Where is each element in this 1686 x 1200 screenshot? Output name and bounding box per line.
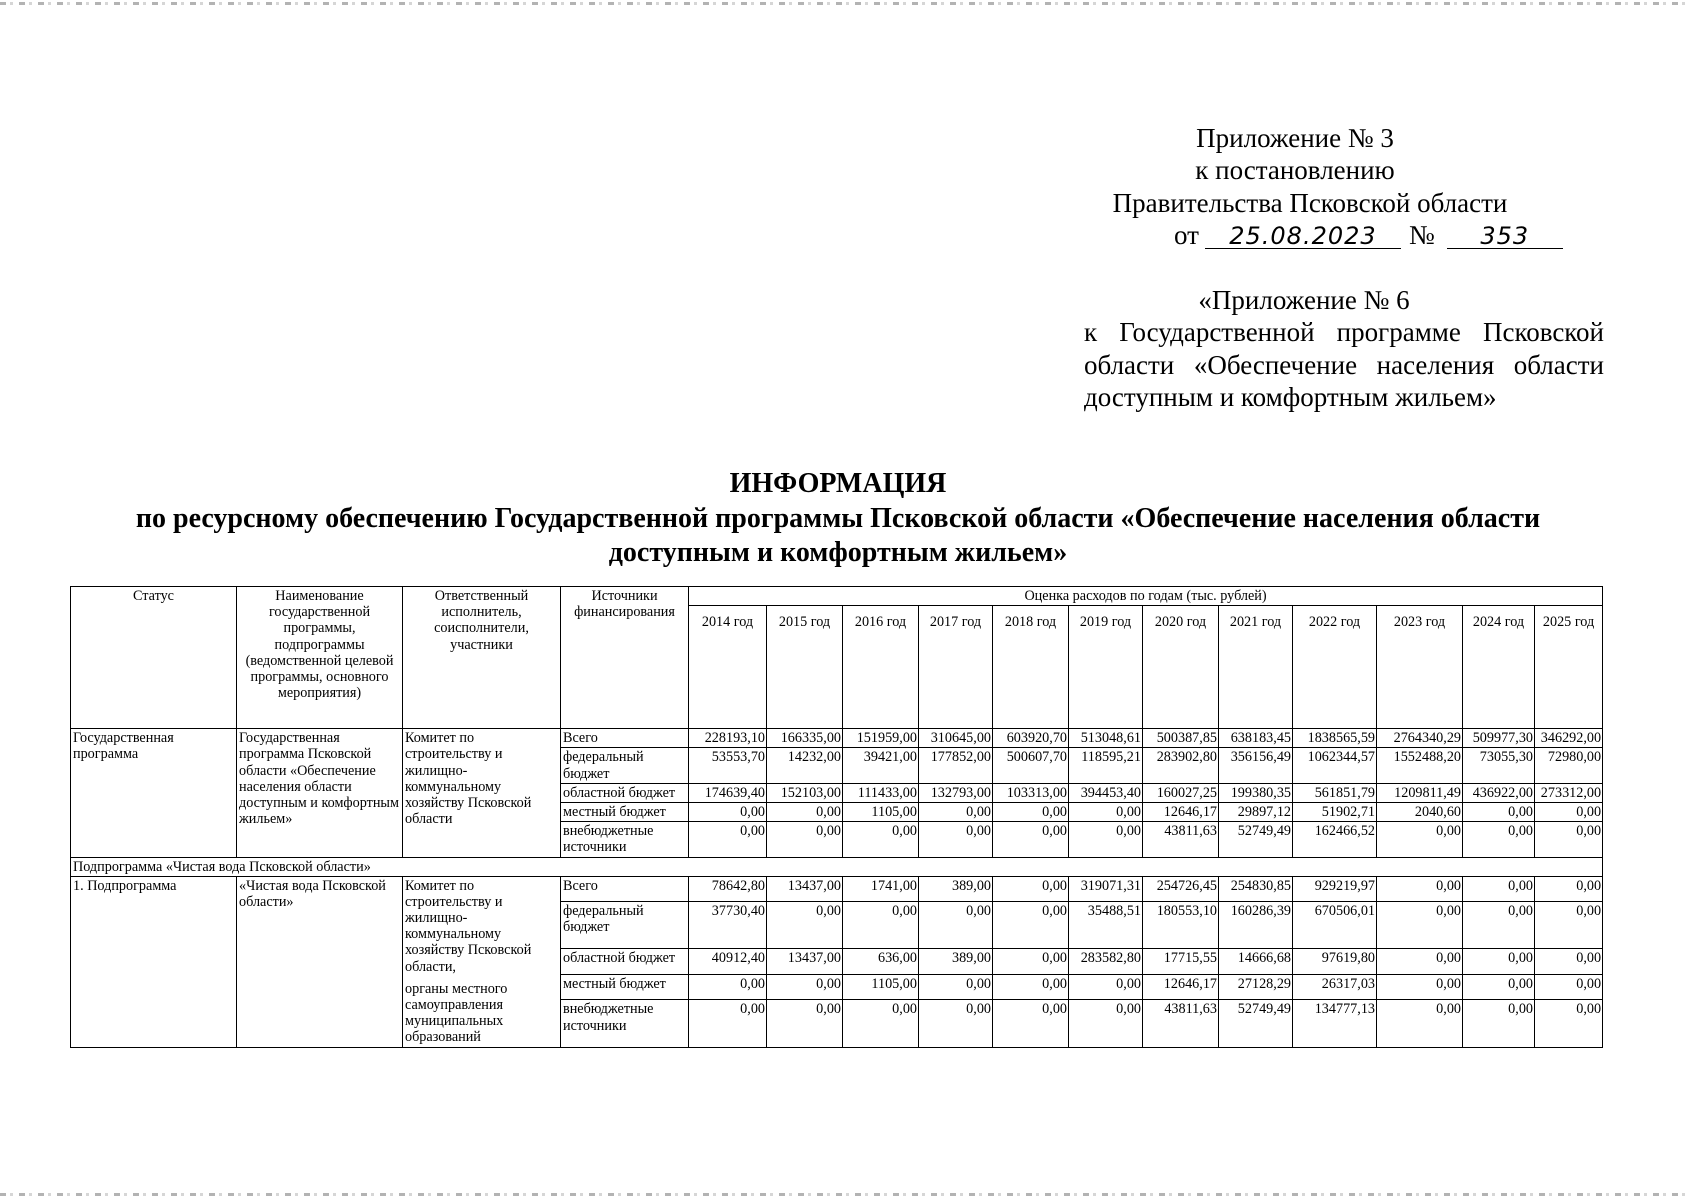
amount-cell: 27128,29 (1219, 974, 1293, 1000)
amount-cell: 132793,00 (919, 783, 993, 802)
amount-cell: 319071,31 (1069, 876, 1143, 902)
amount-cell: 0,00 (993, 802, 1069, 821)
amount-cell: 0,00 (1535, 876, 1603, 902)
amount-cell: 0,00 (689, 822, 767, 857)
amount-cell: 0,00 (1535, 902, 1603, 949)
amount-cell: 0,00 (689, 1000, 767, 1047)
amount-cell: 0,00 (767, 822, 843, 857)
amount-cell: 0,00 (993, 876, 1069, 902)
amount-cell: 40912,40 (689, 949, 767, 975)
header-sources: Источники финансирования (561, 587, 689, 729)
amount-cell: 0,00 (843, 902, 919, 949)
year-header: 2024 год (1463, 606, 1535, 729)
amount-cell: 73055,30 (1463, 748, 1535, 783)
amount-cell: 118595,21 (1069, 748, 1143, 783)
table-row (71, 876, 1603, 902)
amount-cell: 0,00 (767, 902, 843, 949)
year-header: 2018 год (993, 606, 1069, 729)
amount-cell: 500607,70 (993, 748, 1069, 783)
amount-cell: 0,00 (1535, 802, 1603, 821)
amount-cell: 13437,00 (767, 949, 843, 975)
amount-cell: 283902,80 (1143, 748, 1219, 783)
amount-cell: 37730,40 (689, 902, 767, 949)
year-header: 2023 год (1377, 606, 1463, 729)
amount-cell: 0,00 (1463, 802, 1535, 821)
date-prefix: от (1174, 220, 1199, 251)
amount-cell: 43811,63 (1143, 822, 1219, 857)
amount-cell: 0,00 (1377, 949, 1463, 975)
year-header: 2014 год (689, 606, 767, 729)
scan-artifact-top (0, 2, 1686, 5)
attachment-3-block (1060, 122, 1620, 252)
amount-cell: 509977,30 (1463, 729, 1535, 748)
amount-cell: 0,00 (689, 974, 767, 1000)
year-header: 2016 год (843, 606, 919, 729)
amount-cell: 0,00 (1069, 802, 1143, 821)
title-line3: доступным и комфортным жильем» (608, 537, 1068, 569)
amount-cell: 0,00 (689, 802, 767, 821)
amount-cell: 500387,85 (1143, 729, 1219, 748)
amount-cell: 346292,00 (1535, 729, 1603, 748)
funding-source: областной бюджет (561, 783, 689, 802)
program-name: Государственная программа Псковской области «Обеспечение населения области доступным и комфортным жильем» (237, 729, 403, 857)
amount-cell: 0,00 (919, 902, 993, 949)
amount-cell: 0,00 (767, 974, 843, 1000)
number-label: № (1408, 220, 1435, 251)
amount-cell: 78642,80 (689, 876, 767, 902)
attachment-3-title: Приложение № 3 (1196, 123, 1394, 153)
amount-cell: 0,00 (1463, 876, 1535, 902)
handwritten-number: 353 (1447, 224, 1563, 249)
amount-cell: 283582,80 (1069, 949, 1143, 975)
amount-cell: 0,00 (843, 822, 919, 857)
amount-cell: 929219,97 (1293, 876, 1377, 902)
amount-cell: 0,00 (767, 802, 843, 821)
funding-source: федеральный бюджет (561, 748, 689, 783)
amount-cell: 603920,70 (993, 729, 1069, 748)
amount-cell: 1838565,59 (1293, 729, 1377, 748)
amount-cell: 12646,17 (1143, 974, 1219, 1000)
amount-cell: 0,00 (1463, 902, 1535, 949)
amount-cell: 166335,00 (767, 729, 843, 748)
amount-cell: 174639,40 (689, 783, 767, 802)
amount-cell: 1062344,57 (1293, 748, 1377, 783)
attachment-3-line2: к постановлению (1195, 155, 1395, 186)
amount-cell: 0,00 (1377, 902, 1463, 949)
funding-source: местный бюджет (561, 974, 689, 1000)
amount-cell: 0,00 (1463, 974, 1535, 1000)
amount-cell: 0,00 (1535, 822, 1603, 857)
amount-cell: 0,00 (1463, 822, 1535, 857)
funding-source: Всего (561, 729, 689, 748)
amount-cell: 97619,80 (1293, 949, 1377, 975)
subprogram-header-row (71, 857, 1603, 876)
amount-cell: 0,00 (1377, 822, 1463, 857)
amount-cell: 0,00 (1535, 949, 1603, 975)
funding-source: внебюджетные источники (561, 1000, 689, 1047)
amount-cell: 53553,70 (689, 748, 767, 783)
amount-cell: 254726,45 (1143, 876, 1219, 902)
amount-cell: 561851,79 (1293, 783, 1377, 802)
amount-cell: 134777,13 (1293, 1000, 1377, 1047)
amount-cell: 180553,10 (1143, 902, 1219, 949)
attachment-3-line3: Правительства Псковской области (1112, 187, 1508, 218)
year-header: 2025 год (1535, 606, 1603, 729)
attachment-6-title: «Приложение № 6 (1198, 285, 1410, 315)
amount-cell: 152103,00 (767, 783, 843, 802)
subprogram-executor-participants: органы местного самоуправления муниципальных образований (405, 980, 508, 1046)
amount-cell: 1105,00 (843, 974, 919, 1000)
attachment-6-line4: доступным и комфортным жильем» (1084, 382, 1497, 413)
subprogram-name: «Чистая вода Псковской области» (237, 876, 403, 1047)
amount-cell: 2764340,29 (1377, 729, 1463, 748)
year-header: 2022 год (1293, 606, 1377, 729)
amount-cell: 14666,68 (1219, 949, 1293, 975)
amount-cell: 0,00 (1069, 974, 1143, 1000)
amount-cell: 513048,61 (1069, 729, 1143, 748)
amount-cell: 1741,00 (843, 876, 919, 902)
amount-cell: 670506,01 (1293, 902, 1377, 949)
amount-cell: 0,00 (1069, 1000, 1143, 1047)
amount-cell: 13437,00 (767, 876, 843, 902)
amount-cell: 0,00 (993, 974, 1069, 1000)
attachment-6-line2: к Государственной программе Псковской (1084, 317, 1604, 348)
program-status: Государственная программа (71, 729, 237, 857)
amount-cell: 72980,00 (1535, 748, 1603, 783)
attachment-6-block (1084, 284, 1604, 414)
subprogram-status: 1. Подпрограмма (71, 876, 237, 1047)
header-name: Наименование государственной программы, подпрограммы (ведомственной целевой программы, основного мероприятия) (237, 587, 403, 729)
attachment-6-line3: области «Обеспечение населения области (1084, 349, 1604, 380)
program-executor-cell (403, 729, 561, 857)
amount-cell: 254830,85 (1219, 876, 1293, 902)
amount-cell: 638183,45 (1219, 729, 1293, 748)
amount-cell: 0,00 (1377, 876, 1463, 902)
handwritten-date: 25.08.2023 (1205, 224, 1401, 249)
amount-cell: 0,00 (843, 1000, 919, 1047)
amount-cell: 0,00 (1377, 974, 1463, 1000)
amount-cell: 0,00 (993, 902, 1069, 949)
amount-cell: 111433,00 (843, 783, 919, 802)
amount-cell: 0,00 (993, 949, 1069, 975)
amount-cell: 273312,00 (1535, 783, 1603, 802)
amount-cell: 39421,00 (843, 748, 919, 783)
amount-cell: 103313,00 (993, 783, 1069, 802)
amount-cell: 0,00 (919, 802, 993, 821)
amount-cell: 0,00 (1535, 974, 1603, 1000)
year-header: 2020 год (1143, 606, 1219, 729)
amount-cell: 0,00 (919, 822, 993, 857)
amount-cell: 12646,17 (1143, 802, 1219, 821)
table-row (71, 729, 1603, 748)
amount-cell: 0,00 (1463, 1000, 1535, 1047)
amount-cell: 389,00 (919, 876, 993, 902)
amount-cell: 636,00 (843, 949, 919, 975)
year-header: 2019 год (1069, 606, 1143, 729)
amount-cell: 0,00 (767, 1000, 843, 1047)
header-status: Статус (71, 587, 237, 729)
amount-cell: 51902,71 (1293, 802, 1377, 821)
funding-source: внебюджетные источники (561, 822, 689, 857)
amount-cell: 177852,00 (919, 748, 993, 783)
amount-cell: 0,00 (919, 1000, 993, 1047)
amount-cell: 394453,40 (1069, 783, 1143, 802)
subprogram-executor: Комитет по строительству и жилищно-коммунальному хозяйству Псковской области, (405, 877, 532, 975)
funding-source: областной бюджет (561, 949, 689, 975)
subprogram-executor-cell (403, 876, 561, 1047)
amount-cell: 160027,25 (1143, 783, 1219, 802)
amount-cell: 0,00 (919, 974, 993, 1000)
amount-cell: 29897,12 (1219, 802, 1293, 821)
funding-source: местный бюджет (561, 802, 689, 821)
amount-cell: 0,00 (993, 822, 1069, 857)
title-heading: ИНФОРМАЦИЯ (729, 468, 947, 499)
title-line2: по ресурсному обеспечению Государственной программы Псковской области «Обеспечение населения области (135, 502, 1541, 534)
amount-cell: 1105,00 (843, 802, 919, 821)
amount-cell: 1209811,49 (1377, 783, 1463, 802)
program-executor: Комитет по строительству и жилищно-коммунальному хозяйству Псковской области (405, 730, 532, 828)
amount-cell: 26317,03 (1293, 974, 1377, 1000)
year-header: 2017 год (919, 606, 993, 729)
amount-cell: 14232,00 (767, 748, 843, 783)
amount-cell: 0,00 (1069, 822, 1143, 857)
amount-cell: 35488,51 (1069, 902, 1143, 949)
header-executor: Ответственный исполнитель, соисполнители, участники (403, 587, 561, 729)
amount-cell: 0,00 (993, 1000, 1069, 1047)
amount-cell: 0,00 (1463, 949, 1535, 975)
amount-cell: 310645,00 (919, 729, 993, 748)
year-header: 2021 год (1219, 606, 1293, 729)
amount-cell: 52749,49 (1219, 822, 1293, 857)
amount-cell: 160286,39 (1219, 902, 1293, 949)
amount-cell: 228193,10 (689, 729, 767, 748)
amount-cell: 199380,35 (1219, 783, 1293, 802)
amount-cell: 52749,49 (1219, 1000, 1293, 1047)
signature-line (1174, 219, 1620, 251)
amount-cell: 1552488,20 (1377, 748, 1463, 783)
document-title (100, 467, 1576, 571)
scan-artifact-bottom (0, 1193, 1686, 1196)
funding-source: федеральный бюджет (561, 902, 689, 949)
amount-cell: 356156,49 (1219, 748, 1293, 783)
amount-cell: 0,00 (1377, 1000, 1463, 1047)
header-estimate: Оценка расходов по годам (тыс. рублей) (689, 587, 1603, 606)
amount-cell: 151959,00 (843, 729, 919, 748)
amount-cell: 17715,55 (1143, 949, 1219, 975)
amount-cell: 162466,52 (1293, 822, 1377, 857)
amount-cell: 436922,00 (1463, 783, 1535, 802)
amount-cell: 43811,63 (1143, 1000, 1219, 1047)
resource-table (70, 586, 1603, 1048)
funding-source: Всего (561, 876, 689, 902)
amount-cell: 389,00 (919, 949, 993, 975)
amount-cell: 2040,60 (1377, 802, 1463, 821)
subprogram-header: Подпрограмма «Чистая вода Псковской области» (71, 857, 1603, 876)
amount-cell: 0,00 (1535, 1000, 1603, 1047)
year-header: 2015 год (767, 606, 843, 729)
